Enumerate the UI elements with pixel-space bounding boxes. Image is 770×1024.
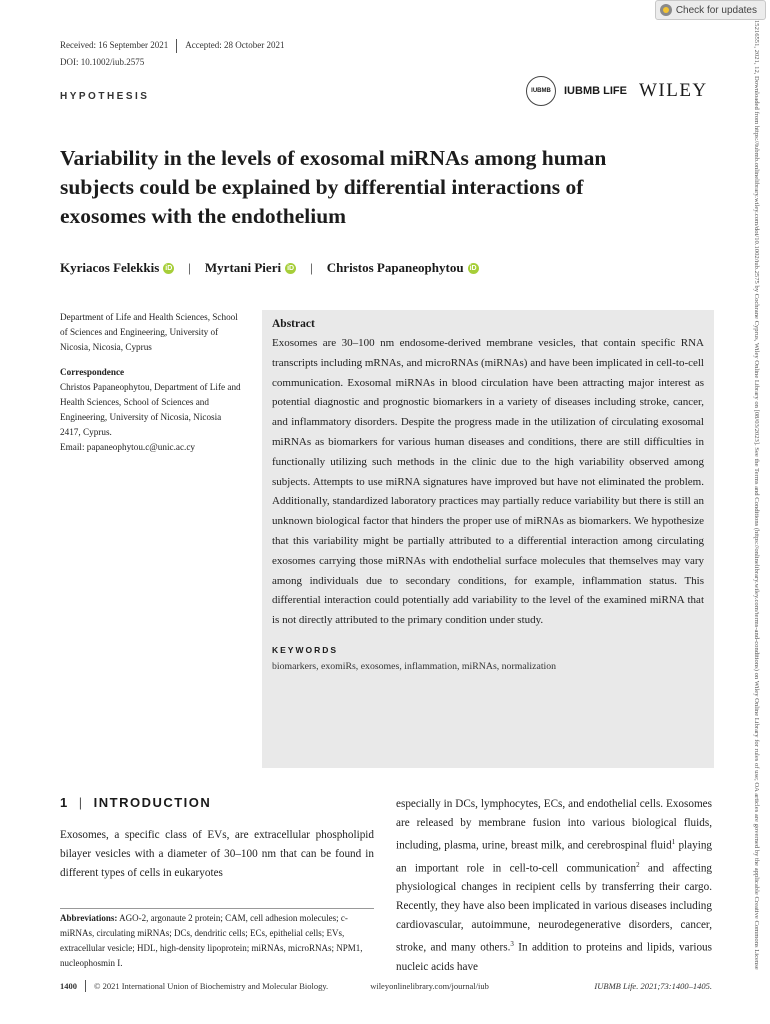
- body-text-span: especially in DCs, lymphocytes, ECs, and endothelial cells. Exosomes are released by membrane fusion into various biological fluids, including, plasma, urine, breast milk, and cerebrospinal fluid: [396, 798, 712, 852]
- intro-column-2: [396, 795, 712, 977]
- citation-ref[interactable]: 3: [510, 940, 514, 949]
- check-for-updates-button[interactable]: [655, 0, 766, 20]
- keywords-text: biomarkers, exomiRs, exosomes, inflammation, miRNAs, normalization: [272, 660, 557, 672]
- abstract-heading: Abstract: [272, 318, 315, 330]
- download-notice: 15216551, 2021, 12, Downloaded from https://iubmb.onlinelibrary.wiley.com/doi/10.1002/iub.2575 by Cochrane Cyprus, Wiley Online Library on [08/03/2023]. See the Terms and Conditions (https://onlinelibrary.wiley.com/terms-and-conditions) on Wiley Online Library for rules of use; OA articles are governed by the applicable Creative Commons License: [753, 20, 760, 970]
- body-text-span: playing an important role in cell-to-cell communication: [396, 839, 713, 875]
- wiley-logo: WILEY: [638, 80, 708, 101]
- author-name[interactable]: Myrtani Pieri: [204, 260, 282, 275]
- citation-ref[interactable]: 1: [671, 838, 676, 846]
- page-number: 1400: [60, 981, 77, 991]
- orcid-icon[interactable]: iD: [287, 264, 295, 272]
- author-separator: |: [310, 260, 313, 275]
- affiliation-sidebar: [60, 310, 242, 455]
- abstract-box: [262, 310, 714, 768]
- correspondence-heading: Correspondence: [60, 367, 125, 377]
- correspondence-text: Christos Papaneophytou, Department of Life and Health Sciences, School of Sciences and Engineering, University of Nicosia, Nicosia 2417, Cyprus.: [60, 382, 241, 437]
- article-type-label: HYPOTHESIS: [60, 91, 150, 102]
- abstract-text: Exosomes are 30–100 nm endosome-derived membrane vesicles, that contain specific RNA transcripts including mRNAs, and microRNAs (miRNAs) and have been implicated in cell-to-cell communication. Exosomal miRNAs in blood circulation have been attracting major interest as potential diagnostic and prognostic biomarkers in a variety of diseases including stroke, cancer, and inflammatory disorders. Despite the progress made in the utilization of circulating exosomal miRNAs as biomarkers for various human diseases and conditions, there are still difficulties in functionally utilizing such methods in the clinic due to the high variability observed among subjects. Attempts to use miRNA signatures have improved but have not eliminated the problem. Additionally, standardized laboratory practices may partially reduce variability but there is still an unknown biological factor that hinders the proper use of miRNAs as biomarkers. We hypothesize that this variability might be partially attributed to a differential interaction among circulating exosomes carrying those miRNAs with endothelial surface molecules that themselves may vary among individuals due to secondary conditions, for example, inflammation status. This differential interaction could potentially add variability to the level of the examined miRNA that is not directly attributed to the primary condition under study.: [272, 337, 704, 627]
- abbreviations-text: AGO-2, argonaute 2 protein; CAM, cell adhesion molecules; c-miRNAs, circulating miRNAs; DCs, dendritic cells; ECs, epithelial cells; EVs, extracellular vesicle; HDL, high-density lipoprotein; miRNAs, microRNAs; NPM1, nucleophosmin I.: [60, 913, 363, 968]
- iubmb-life-logo: IUBMB LIFE: [564, 85, 627, 97]
- abbreviations-label: Abbreviations:: [60, 913, 118, 923]
- check-for-updates-label: Check for updates: [675, 4, 757, 16]
- citation: IUBMB Life. 2021;73:1400–1405.: [594, 981, 712, 991]
- section-number: 1: [60, 795, 69, 810]
- download-strip: [750, 20, 760, 1020]
- publisher-logos: [526, 76, 708, 106]
- intro-column-1: Exosomes, a specific class of EVs, are extracellular phospholipid bilayer vesicles with a diameter of 30–100 nm that can be found in different types of cells in eukaryotes: [60, 829, 374, 879]
- journal-url[interactable]: wileyonlinelibrary.com/journal/iub: [370, 981, 489, 991]
- crossmark-icon: [660, 4, 672, 16]
- section-heading: 1 | INTRODUCTION: [60, 795, 212, 810]
- author-separator: |: [188, 260, 191, 275]
- body-text-span: and affecting physiological changes in recipient cells by transferring their cargo. Recently, they have also been implicated in various diseases including cardiovascular, autoimmune, neurodegenerative disorders, cancer, stroke, and many others.: [396, 862, 713, 955]
- abbreviations-footnote: [60, 908, 374, 971]
- iubmb-seal-icon: IUBMB: [526, 76, 556, 106]
- received-accepted: [60, 39, 284, 53]
- affiliation: Department of Life and Health Sciences, School of Sciences and Engineering, University of Nicosia, Nicosia, Cyprus: [60, 312, 238, 352]
- body-text-span: In addition to proteins and lipids, various nucleic acids have: [396, 942, 712, 974]
- author-list: [60, 260, 479, 276]
- article-title: Variability in the levels of exosomal miRNAs among human subjects could be explained by differential interactions of exosomes with the endothelium: [60, 146, 607, 228]
- orcid-icon[interactable]: iD: [469, 264, 477, 272]
- orcid-icon[interactable]: iD: [165, 264, 173, 272]
- correspondence-email[interactable]: Email: papaneophytou.c@unic.ac.cy: [60, 442, 195, 452]
- copyright: © 2021 International Union of Biochemistry and Molecular Biology.: [94, 981, 329, 991]
- citation-ref[interactable]: 2: [636, 860, 640, 869]
- author-name[interactable]: Christos Papaneophytou: [326, 260, 464, 275]
- author-name[interactable]: Kyriacos Felekkis: [60, 260, 160, 275]
- page-footer: [60, 980, 712, 992]
- keywords-heading: KEYWORDS: [272, 644, 339, 655]
- received-date: Received: 16 September 2021: [60, 40, 169, 51]
- accepted-date: Accepted: 28 October 2021: [185, 40, 285, 51]
- doi[interactable]: DOI: 10.1002/iub.2575: [60, 57, 145, 67]
- section-title: INTRODUCTION: [93, 795, 212, 810]
